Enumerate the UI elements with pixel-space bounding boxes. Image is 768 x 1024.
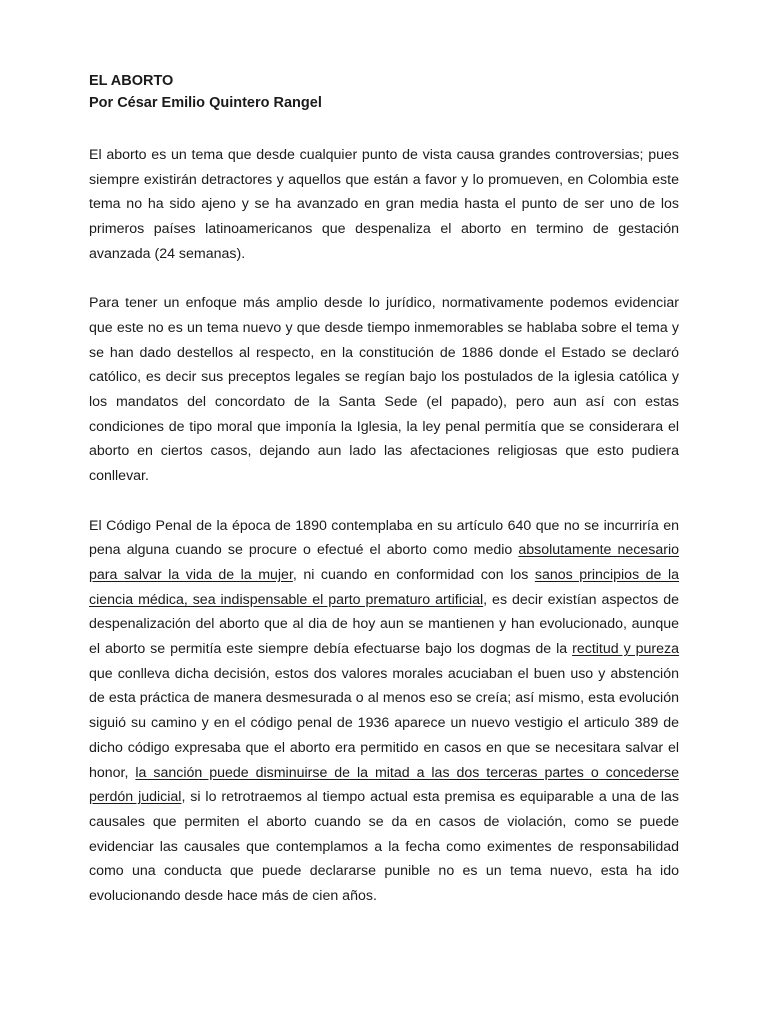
paragraph-text: , es decir existían aspectos de despenalización del aborto que al dia de hoy aun se mantienen y han evolucionado, aunque el aborto se permitía este siempre debía efectuarse bajo los dogmas de la	[89, 591, 679, 658]
underlined-text: rectitud y pureza	[572, 641, 680, 658]
document-title: EL ABORTO	[89, 73, 174, 89]
body-paragraph	[89, 143, 679, 267]
paragraph-text: , si lo retrotraemos al tiempo actual esta premisa es equiparable a una de las causales que permiten el aborto cuando se da en casos de violación, como se puede evidenciar las causales que contemplamos a la fecha como eximentes de responsabilidad como una conducta que puede declararse punible no es un tema nuevo, esta ha ido evolucionando desde hace más de cien años.	[89, 789, 679, 905]
underlined-text: sanos principios de la ciencia médica, sea indispensable el parto prematuro artificial	[89, 566, 679, 608]
underlined-text: la sanción puede disminuirse de la mitad a las dos terceras partes o concederse perdón judicial	[89, 764, 679, 806]
paragraph-text: El Código Penal de la época de 1890 contemplaba en su artículo 640 que no se incurriría en pena alguna cuando se procure o efectué el aborto como medio	[89, 517, 679, 559]
paragraph-text: , ni cuando en conformidad con los	[292, 566, 535, 583]
document-body	[89, 70, 679, 909]
paragraph-text: Para tener un enfoque más amplio desde lo jurídico, normativamente podemos evidenciar que este no es un tema nuevo y que desde tiempo inmemorables se hablaba sobre el tema y se han dado destellos al respecto, en la constitución de 1886 donde el Estado se declaró católico, es decir sus preceptos legales se regían bajo los postulados de la iglesia católica y los mandatos del concordato de la Santa Sede (el papado), pero aun así con estas condiciones de tipo moral que imponía la Iglesia, la ley penal permitía que se considerara el aborto en ciertos casos, dejando aun lado las afectaciones religiosas que esto pudiera conllevar.	[89, 295, 679, 485]
underlined-text: absolutamente necesario para salvar la vida de la mujer	[89, 542, 679, 583]
paragraphs-container	[89, 143, 679, 909]
body-paragraph	[89, 514, 679, 909]
document-author: Por César Emilio Quintero Rangel	[89, 95, 322, 111]
paragraph-text: que conlleva dicha decisión, estos dos valores morales acuciaban el buen uso y abstención de esta práctica de manera desmesurada o al menos eso se creía; así mismo, esta evolución siguió su camino y en el código penal de 1936 aparece un nuevo vestigio el articulo 389 de dicho código expresaba que el aborto era permitido en casos en que se necesitara salvar el honor,	[89, 665, 679, 781]
paragraph-text: El aborto es un tema que desde cualquier punto de vista causa grandes controversias; pues siempre existirán detractores y aquellos que están a favor y lo promueven, en Colombia este tema no ha sido ajeno y se ha avanzado en gran media hasta el punto de ser uno de los primeros países latinoamericanos que despenaliza el aborto en termino de gestación avanzada (24 semanas).	[89, 147, 679, 262]
body-paragraph	[89, 291, 679, 489]
